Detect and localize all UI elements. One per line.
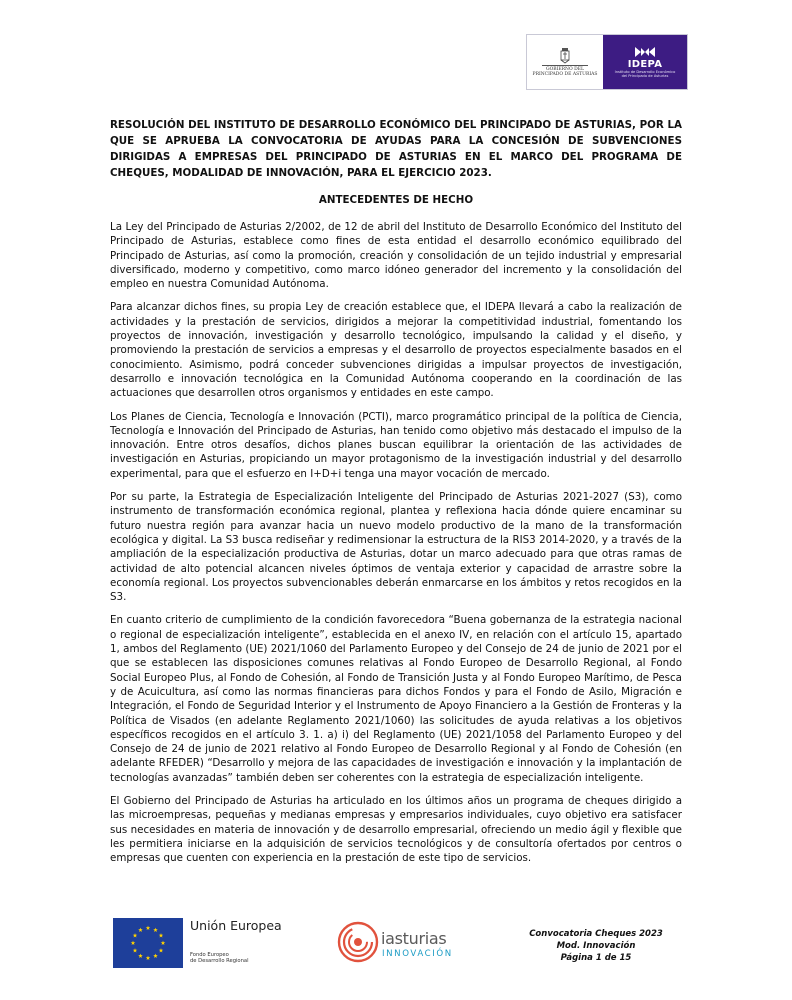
footer-page-number: Página 1 de 15 (560, 953, 632, 963)
footer-convocatoria: Convocatoria Cheques 2023 (529, 929, 663, 939)
gobierno-asturias-logo (527, 35, 603, 89)
paragraph-6: El Gobierno del Principado de Asturias ha articulado en los últimos años un programa de cheques dirigido a las microempresas, pequeñas y medianas empresas y empresarios individuales, cuyo objetivo era satisfacer sus necesidades en materia de innovación y de desarrollo empresarial, ofreciendo un medio ágil y flexible que les permitiera iniciarse en la adquisición de servicios tecnológicos y de consultoría ofertados por centros o empresas que cuenten con experiencia en la prestación de este tipo de servicios. (110, 794, 682, 865)
gobierno-rule (542, 65, 588, 66)
document-body (110, 220, 682, 874)
paragraph-4: Por su parte, la Estrategia de Especialización Inteligente del Principado de Asturias 2021-2027 (S3), como instrumento de transformación económica regional, plantea y reflexiona hacia dónde quiere encaminar su futuro nuestra región para avanzar hacia un nuevo modelo productivo de la mano de la transformación ecológica y digital. La S3 busca rediseñar y redimensionar la estructura de la RIS3 2014-2020, y a través de la ampliación de la especialización productiva de Asturias, dotar un marco adecuado para que otras ramas de actividad de alto potencial alcancen niveles óptimos de ventaja exterior y capacidad de arrastre sobre la economía regional. Los proyectos subvencionables deberán enmarcarse en los ámbitos y retos recogidos en la S3. (110, 491, 682, 604)
iasturias-sub: INNOVACIÓN (382, 949, 453, 959)
paragraph-1: La Ley del Principado de Asturias 2/2002, de 12 de abril del Instituto de Desarrollo Económico del Instituto del Principado de Asturias, establece como fines de esta entidad el desarrollo económico equilibrado del Principado de Asturias, así como la promoción, creación y consolidación de un tejido industrial y empresarial diversificado, moderno y competitivo, como marco idóneo generador del incremento y la consolidación del empleo en nuestra Comunidad Autónoma. (110, 221, 682, 291)
paragraph-3: Los Planes de Ciencia, Tecnología e Innovación (PCTI), marco programático principal de la política de Ciencia, Tecnología e Innovación del Principado de Asturias, han tenido como objetivo más destacado el impulso de la innovación. Entre otros desafíos, dichos planes buscan equilibrar la orientación de las actividades de investigación en Asturias, propiciando un mayor protagonismo de la investigación industrial y del desarrollo experimental, para que el esfuerzo en I+D+i tenga una mayor vocación de mercado. (110, 410, 682, 480)
idepa-sub-2: del Principado de Asturias (621, 74, 669, 78)
eu-title: Unión Europea (190, 918, 282, 933)
eu-subtitle (190, 952, 249, 964)
idepa-sub-1: Instituto de Desarrollo Económico (614, 69, 676, 74)
iasturias-swirl-icon (336, 920, 380, 964)
eu-flag-icon (113, 918, 183, 968)
gobierno-line-2: PRINCIPADO DE ASTURIAS (532, 71, 598, 77)
gobierno-line-1: GOBIERNO DEL (546, 66, 584, 72)
paragraph-5: En cuanto criterio de cumplimiento de la condición favorecedora “Buena gobernanza de la estrategia nacional o regional de especialización inteligente”, establecida en el anexo IV, en relación con el artículo 15, apartado 1, ambos del Reglamento (UE) 2021/1060 del Parlamento Europeo y del Consejo de 24 de junio de 2021 por el que se establecen las disposiciones comunes relativas al Fondo Europeo de Desarrollo Regional, al Fondo Social Europeo Plus, al Fondo de Cohesión, al Fondo de Transición Justa y al Fondo Europeo Marítimo, de Pesca y de Acuicultura, así como las normas financieras para dichos Fondos y para el Fondo de Asilo, Migración e Integración, el Fondo de Seguridad Interior y el Instrumento de Apoyo Financiero a la Gestión de Fronteras y la Política de Visados (en adelante Reglamento 2021/1060) las solicitudes de ayuda relativas a los objetivos específicos recogidos en el artículo 3. 1. a) i) del Reglamento (UE) 2021/1058 del Parlamento Europeo y del Consejo de 24 de junio de 2021 relativo al Fondo Europeo de Desarrollo Regional y al Fondo de Cohesión (en adelante RFEDER) “Desarrollo y mejora de las capacidades de investigación e innovación y la implantación de tecnologías avanzadas” también deben ser coherentes con la estrategia de especialización inteligente. (110, 614, 682, 784)
idepa-name: IDEPA (627, 58, 663, 70)
eu-sub-line-2: de Desarrollo Regional (190, 958, 249, 964)
section-heading: ANTECEDENTES DE HECHO (318, 194, 474, 206)
footer-meta (484, 928, 664, 964)
document-title: RESOLUCIÓN DEL INSTITUTO DE DESARROLLO ECONÓMICO DEL PRINCIPADO DE ASTURIAS, POR LA QUE SE APRUEBA LA CONVOCATORIA DE AYUDAS PARA LA CONCESIÓN DE SUBVENCIONES DIRIGIDAS A EMPRESAS DEL PRINCIPADO DE ASTURIAS EN EL MARCO DEL PROGRAMA DE CHEQUES, MODALIDAD DE INNOVACIÓN, PARA EL EJERCICIO 2023. (110, 119, 682, 179)
eu-sub-line-1: Fondo Europeo (190, 952, 229, 958)
iasturias-name: iasturias (381, 929, 447, 948)
footer-modalidad: Mod. Innovación (556, 941, 636, 951)
crest-icon (560, 48, 570, 64)
paragraph-2: Para alcanzar dichos fines, su propia Ley de creación establece que, el IDEPA llevará a cabo la realización de actividades y la prestación de servicios, dirigidos a mejorar la competitividad industrial, fomentando los proyectos de innovación, investigación y desarrollo tecnológico, impulsando la calidad y el diseño, y promoviendo la prestación de servicios a empresas y el desarrollo de proyectos especialmente basados en el conocimiento. Asimismo, podrá conceder subvenciones dirigidas a impulsar proyectos de investigación, desarrollo e innovación tecnológica en la Comunidad Autónoma cooperando en la coordinación de las actuaciones que desarrollen otros organismos y entidades en este campo. (110, 301, 682, 400)
header-logos (526, 34, 688, 90)
idepa-mark-icon (634, 46, 656, 58)
idepa-logo (603, 35, 687, 89)
